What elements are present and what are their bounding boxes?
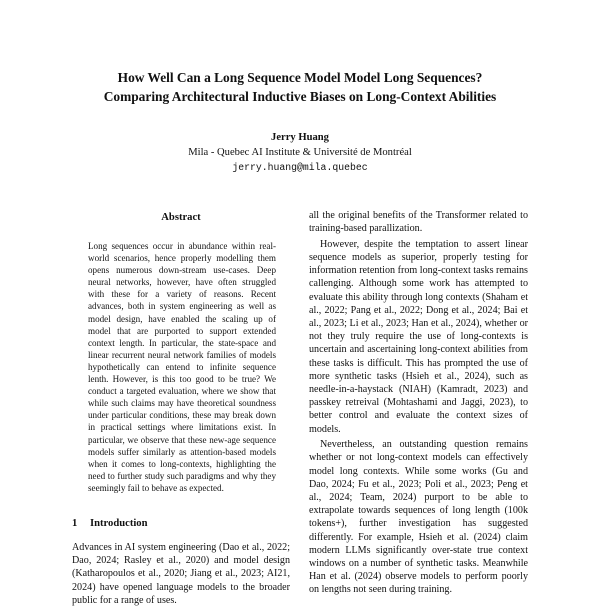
paper-title — [40, 68, 560, 106]
right-paragraph-2: However, despite the temptation to assert linear sequence models as superior, properly testing for information retention from long-context tasks remains callenging. Although some work has attempted to evaluate this ability through long contexts (Shaham et al., 2022; Pang et al., 2022; Dong et al., 2024; Bai et al., 2023; Li et al., 2023; Han et al., 2024), whether or not they truly require the use of long-contexts is uncertain and ascertaining long-context abilities from these tasks is difficult. This has prompted the use of more synthetic tasks (Hsieh et al., 2024), such as needle-in-a-haystack (NIAH) (Kamradt, 2023) and passkey retreival (Mohtashami and Jaggi, 2023), to better control and evaluate the context sizes of models. — [309, 238, 528, 435]
author-affiliation: Mila - Quebec AI Institute & Université de Montréal — [188, 147, 412, 158]
section-title: Introduction — [90, 518, 148, 529]
title-line-1: How Well Can a Long Sequence Model Model Long Sequences? — [117, 70, 483, 85]
abstract-heading: Abstract — [161, 212, 201, 223]
right-column — [309, 209, 528, 600]
author-email: jerry.huang@mila.quebec — [232, 162, 368, 173]
author-block — [40, 130, 560, 175]
title-line-2: Comparing Architectural Inductive Biases on Long-Context Abilities — [103, 89, 497, 104]
section-heading-introduction — [72, 518, 282, 529]
abstract-text: Long sequences occur in abundance within real-world scenarios, hence properly modelling them opens numerous down-stream use-cases. Deep neural networks, however, have often struggled with these for a variety of reasons. Recent advances, both in system engineering as well as model design, have enabled the scaling up of model that are purported to support extended context length. In particular, the state-space and linear recurrent neural network families of models hypothetically can entend to infinite sequence lenth. However, is this too good to be true? We conduct a targeted evaluation, where we show that while such claims may have theoretical soundness under particular conditions, these may break down in practical settings where limitations exist. In particular, we observe that these new-age sequence models suffer similarly as attention-based models when it comes to long-contexts, highlighting the need to further study such paradigms and why they seemingly fail to behave as expected. — [88, 241, 276, 493]
right-paragraph-1: all the original benefits of the Transformer related to training-based parallization. — [309, 210, 528, 235]
author-name: Jerry Huang — [271, 132, 329, 143]
introduction-paragraph: Advances in AI system engineering (Dao et al., 2022; Dao, 2024; Rasley et al., 2020) and model design (Katharopoulos et al., 2020; Jiang et al., 2023; AI21, 2024) have opened language models to the broader public for a range of uses. — [72, 542, 290, 606]
right-paragraph-3: Nevertheless, an outstanding question remains whether or not long-context models can effectively model long contexts. While some works (Gu and Dao, 2024; Fu et al., 2023; Poli et al., 2023; Peng et al., 2024; Team, 2024) purport to be able to extrapolate towards sequences of long length (100k tokens+), further investigation has suggested differently. For example, Hsieh et al. (2024) claim modern LLMs significantly over-state true context windows on a number of synthetic tasks. Meanwhile Han et al. (2024) observe models to perform poorly on lengths not seen during training. — [309, 439, 528, 596]
section-number: 1 — [72, 518, 78, 529]
introduction-body — [72, 541, 290, 606]
